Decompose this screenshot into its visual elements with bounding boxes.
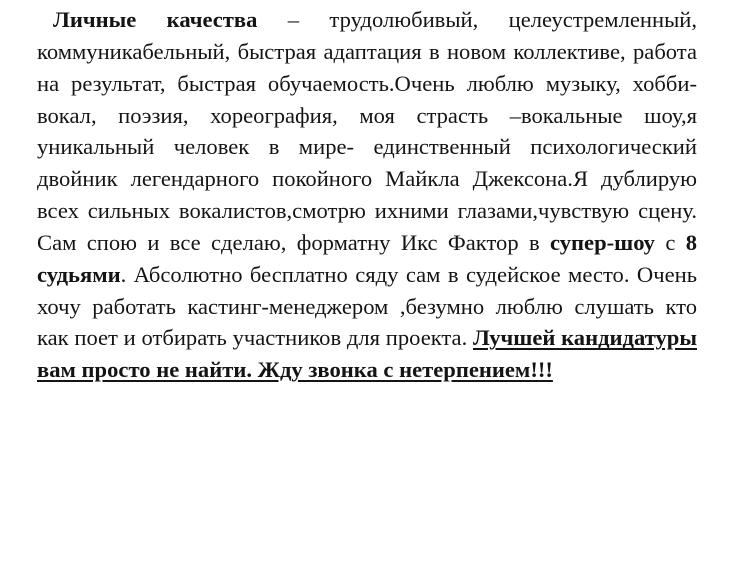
heading-personal-qualities: Личные качества [53, 7, 258, 32]
document-body [37, 4, 697, 386]
bold-eight-judges: 8 судьями [37, 229, 697, 287]
indent [37, 7, 53, 32]
text-segment-1: – трудолюбивый, целеустремленный, коммуникабельный, быстрая адаптация в новом коллективе, работа на результат, быстрая обучаемость.Очень люблю музыку, хобби- вокал, поэзия, хореография, моя страсть –вокальные шоу,я уникальный человек в мире- единственный психологический двойник легендарного покойного Майкла Джексона.Я дублирую всех сильных вокалистов,смотрю ихними глазами,чувствую сцену. Сам спою и все сделаю, форматну Икс Фактор в [37, 7, 697, 255]
bold-super-show: супер-шоу [550, 229, 655, 255]
text-segment-3: . Абсолютно бесплатно сяду сам в судейское место. Очень хочу работать кастинг-менеджером ,безумно люблю слушать кто как поет и отбирать участников для проекта. [37, 261, 697, 351]
text-segment-2: с [654, 229, 686, 255]
paragraph-personal-qualities [37, 4, 697, 386]
closing-underlined-statement: Лучшей кандидатуры вам просто не найти. Жду звонка с нетерпением!!! [37, 325, 698, 383]
